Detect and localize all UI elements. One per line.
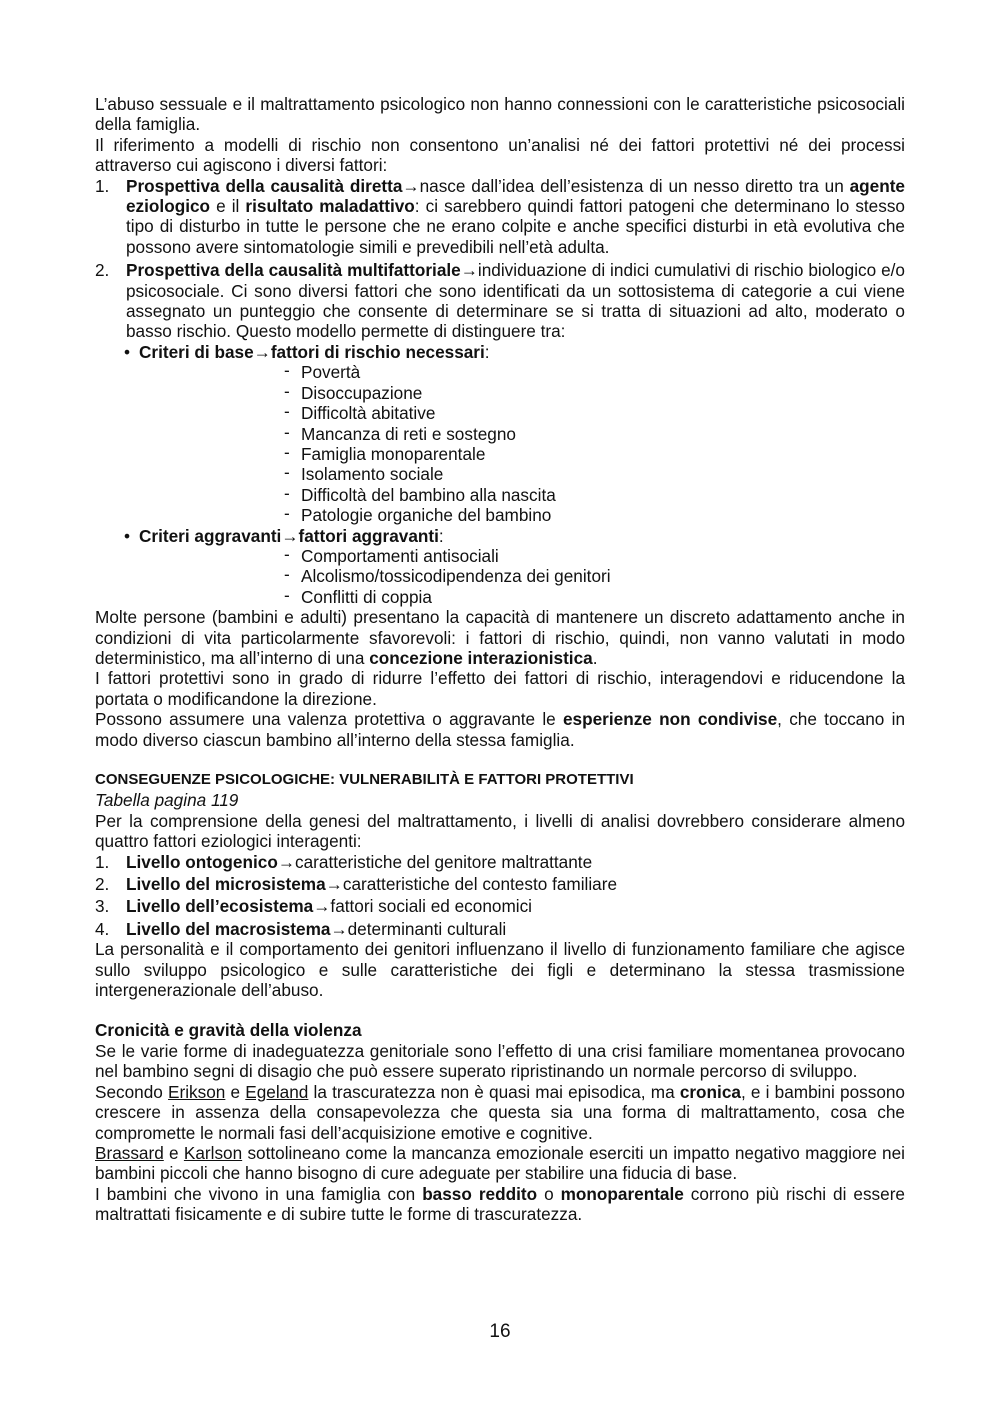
- arrow-symbol: →: [325, 874, 343, 895]
- causality-list: [95, 176, 905, 342]
- item-number: 2.: [95, 260, 110, 281]
- bold-term: risultato maladattivo: [245, 196, 415, 217]
- paragraph: Molte persone (bambini e adulti) presentano la capacità di mantenere un discreto adattamento anche in condizioni di vita particolarmente sfavorevoli: i fattori di rischio, quindi, non vanno valutati in modo deterministico, ma all’interno di una concezione interazionistica.: [95, 607, 905, 668]
- levels-list: [95, 852, 905, 940]
- paragraph: La personalità e il comportamento dei genitori influenzano il livello di funzionamento familiare che agisce sullo sviluppo psicologico e sulle caratteristiche dei figli e determinano la stessa trasmissione intergenerazionale dell’abuso.: [95, 939, 905, 1001]
- item-text: e il: [210, 196, 246, 217]
- item-title: Prospettiva della causalità multifattoriale: [126, 260, 461, 281]
- list-item: [95, 260, 905, 342]
- criteria-title: Criteri di base→fattori di rischio necessari: [139, 341, 485, 362]
- list-item: 2. Livello del microsistema→caratteristiche del contesto familiare: [95, 874, 618, 895]
- arrow-symbol: →: [277, 851, 296, 872]
- table-reference: Tabella pagina 119: [95, 790, 239, 811]
- list-item: 1. Livello ontogenico→caratteristiche del genitore maltrattante: [95, 851, 593, 872]
- list-item: [95, 176, 905, 258]
- arrow-symbol: →: [281, 525, 299, 546]
- list-item: - Mancanza di reti e sostegno: [284, 424, 905, 444]
- author-name: Erikson: [168, 1081, 226, 1102]
- arrow-symbol: →: [313, 896, 331, 917]
- item-number: 1.: [95, 175, 110, 196]
- item-number: 2.: [95, 874, 110, 895]
- item-title: Livello dell’ecosistema: [126, 896, 314, 917]
- list-item: - Difficoltà abitative: [284, 403, 905, 423]
- item-number: 1.: [95, 851, 110, 872]
- bullet: •: [124, 525, 131, 546]
- aggravating-factors-list: [95, 546, 905, 607]
- subheading: Cronicità e gravità della violenza: [95, 1020, 362, 1041]
- list-item: - Comportamenti antisociali: [284, 546, 905, 566]
- bold-term: concezione interazionistica: [369, 647, 593, 668]
- criteria-list: [95, 342, 905, 362]
- bold-term: cronica: [679, 1081, 741, 1102]
- paragraph: Se le varie forme di inadeguatezza genitoriale sono l’effetto di una crisi familiare momentanea provocano nel bambino segni di disagio che può essere superato ripristinando un normale percorso di sviluppo.: [95, 1040, 905, 1082]
- item-text: : ci sarebbero quindi fattori patogeni che determinano lo stesso tipo di disturbo in tutte le persone che ne erano colpite e anche specifici disturbi in età evolutiva che possono avere sintomatologie simili e prevedibili nell’età adulta.: [126, 196, 905, 257]
- arrow-symbol: →: [402, 175, 420, 196]
- list-item: - Alcolismo/tossicodipendenza dei genitori: [284, 566, 905, 586]
- risk-factors-list: [95, 362, 905, 525]
- paragraph: L’abuso sessuale e il maltrattamento psicologico non hanno connessioni con le caratteristiche psicosociali della famiglia.: [95, 94, 905, 135]
- bold-term: esperienze non condivise: [563, 709, 778, 730]
- section-title: CONSEGUENZE PSICOLOGICHE: VULNERABILITÀ E FATTORI PROTETTIVI: [95, 771, 634, 788]
- item-title: Livello del macrosistema: [126, 918, 331, 939]
- arrow-symbol: →: [330, 918, 348, 939]
- list-item: 4. Livello del macrosistema→determinanti culturali: [95, 918, 507, 939]
- bold-term: monoparentale: [560, 1183, 684, 1204]
- item-title: Prospettiva della causalità diretta: [126, 175, 403, 196]
- criteria-item: • Criteri di base→fattori di rischio necessari:: [124, 341, 490, 362]
- bullet: •: [124, 341, 131, 362]
- list-item: - Famiglia monoparentale: [284, 444, 905, 464]
- arrow-symbol: →: [253, 341, 271, 362]
- criteria-title: Criteri aggravanti→fattori aggravanti: [139, 525, 439, 546]
- list-item: - Disoccupazione: [284, 383, 905, 403]
- list-item: 3. Livello dell’ecosistema→fattori sociali ed economici: [95, 896, 532, 917]
- paragraph: Brassard e Karlson sottolineano come la mancanza emozionale eserciti un impatto negativo maggiore nei bambini piccoli che hanno bisogno di cure adeguate per stabilire una fiducia di base.: [95, 1142, 905, 1184]
- item-title: Livello del microsistema: [126, 874, 326, 895]
- paragraph: Secondo Erikson e Egeland la trascuratezza non è quasi mai episodica, ma cronica, e i bambini possono crescere in assenza della consapevolezza che questa sia una forma di maltrattamento, cosa che compromette le normali fasi dell’acquisizione emotive e cognitive.: [95, 1081, 905, 1143]
- item-number: 3.: [95, 896, 110, 917]
- list-item: - Difficoltà del bambino alla nascita: [284, 485, 905, 505]
- item-number: 4.: [95, 918, 110, 939]
- item-text: individuazione di indici cumulativi di rischio biologico e/o psicosociale. Ci sono diversi fattori che sono identificati da un sottosistema di categorie a cui viene assegnato un punteggio che consente di determinare se si tratta di situazioni ad alto, moderato o basso rischio. Questo modello permette di distinguere tra:: [126, 260, 905, 342]
- author-name: Karlson: [183, 1142, 243, 1163]
- page-number: 16: [489, 1321, 511, 1342]
- paragraph: I fattori protettivi sono in grado di ridurre l’effetto dei fattori di rischio, interagendovi e riducendone la portata o modificandone la direzione.: [95, 668, 905, 709]
- paragraph: Possono assumere una valenza protettiva o aggravante le esperienze non condivise, che toccano in modo diverso ciascun bambino all’interno della stessa famiglia.: [95, 709, 906, 750]
- paragraph: Il riferimento a modelli di rischio non consentono un’analisi né dei fattori protettivi né dei processi attraverso cui agiscono i diversi fattori:: [95, 134, 905, 176]
- criteria-item: • Criteri aggravanti→fattori aggravanti:: [124, 525, 444, 546]
- paragraph: I bambini che vivono in una famiglia con basso reddito o monoparentale corrono più rischi di essere maltrattati fisicamente e di subire tutte le forme di trascuratezza.: [95, 1183, 905, 1225]
- item-text: nasce dall’idea dell’esistenza di un nesso diretto tra un: [419, 175, 850, 196]
- criteria-list: [95, 526, 905, 546]
- list-item: - Patologie organiche del bambino: [284, 505, 905, 525]
- list-item: - Conflitti di coppia: [284, 587, 905, 607]
- item-title: Livello ontogenico: [126, 851, 278, 872]
- bold-term: basso reddito: [422, 1183, 538, 1204]
- author-name: Brassard: [95, 1142, 164, 1163]
- list-item: - Isolamento sociale: [284, 464, 905, 484]
- paragraph: Per la comprensione della genesi del maltrattamento, i livelli di analisi dovrebbero considerare almeno quattro fattori eziologici interagenti:: [95, 810, 905, 852]
- arrow-symbol: →: [460, 260, 478, 281]
- bold-term: agente eziologico: [126, 175, 905, 217]
- list-item: - Povertà: [284, 362, 905, 382]
- author-name: Egeland: [245, 1081, 309, 1102]
